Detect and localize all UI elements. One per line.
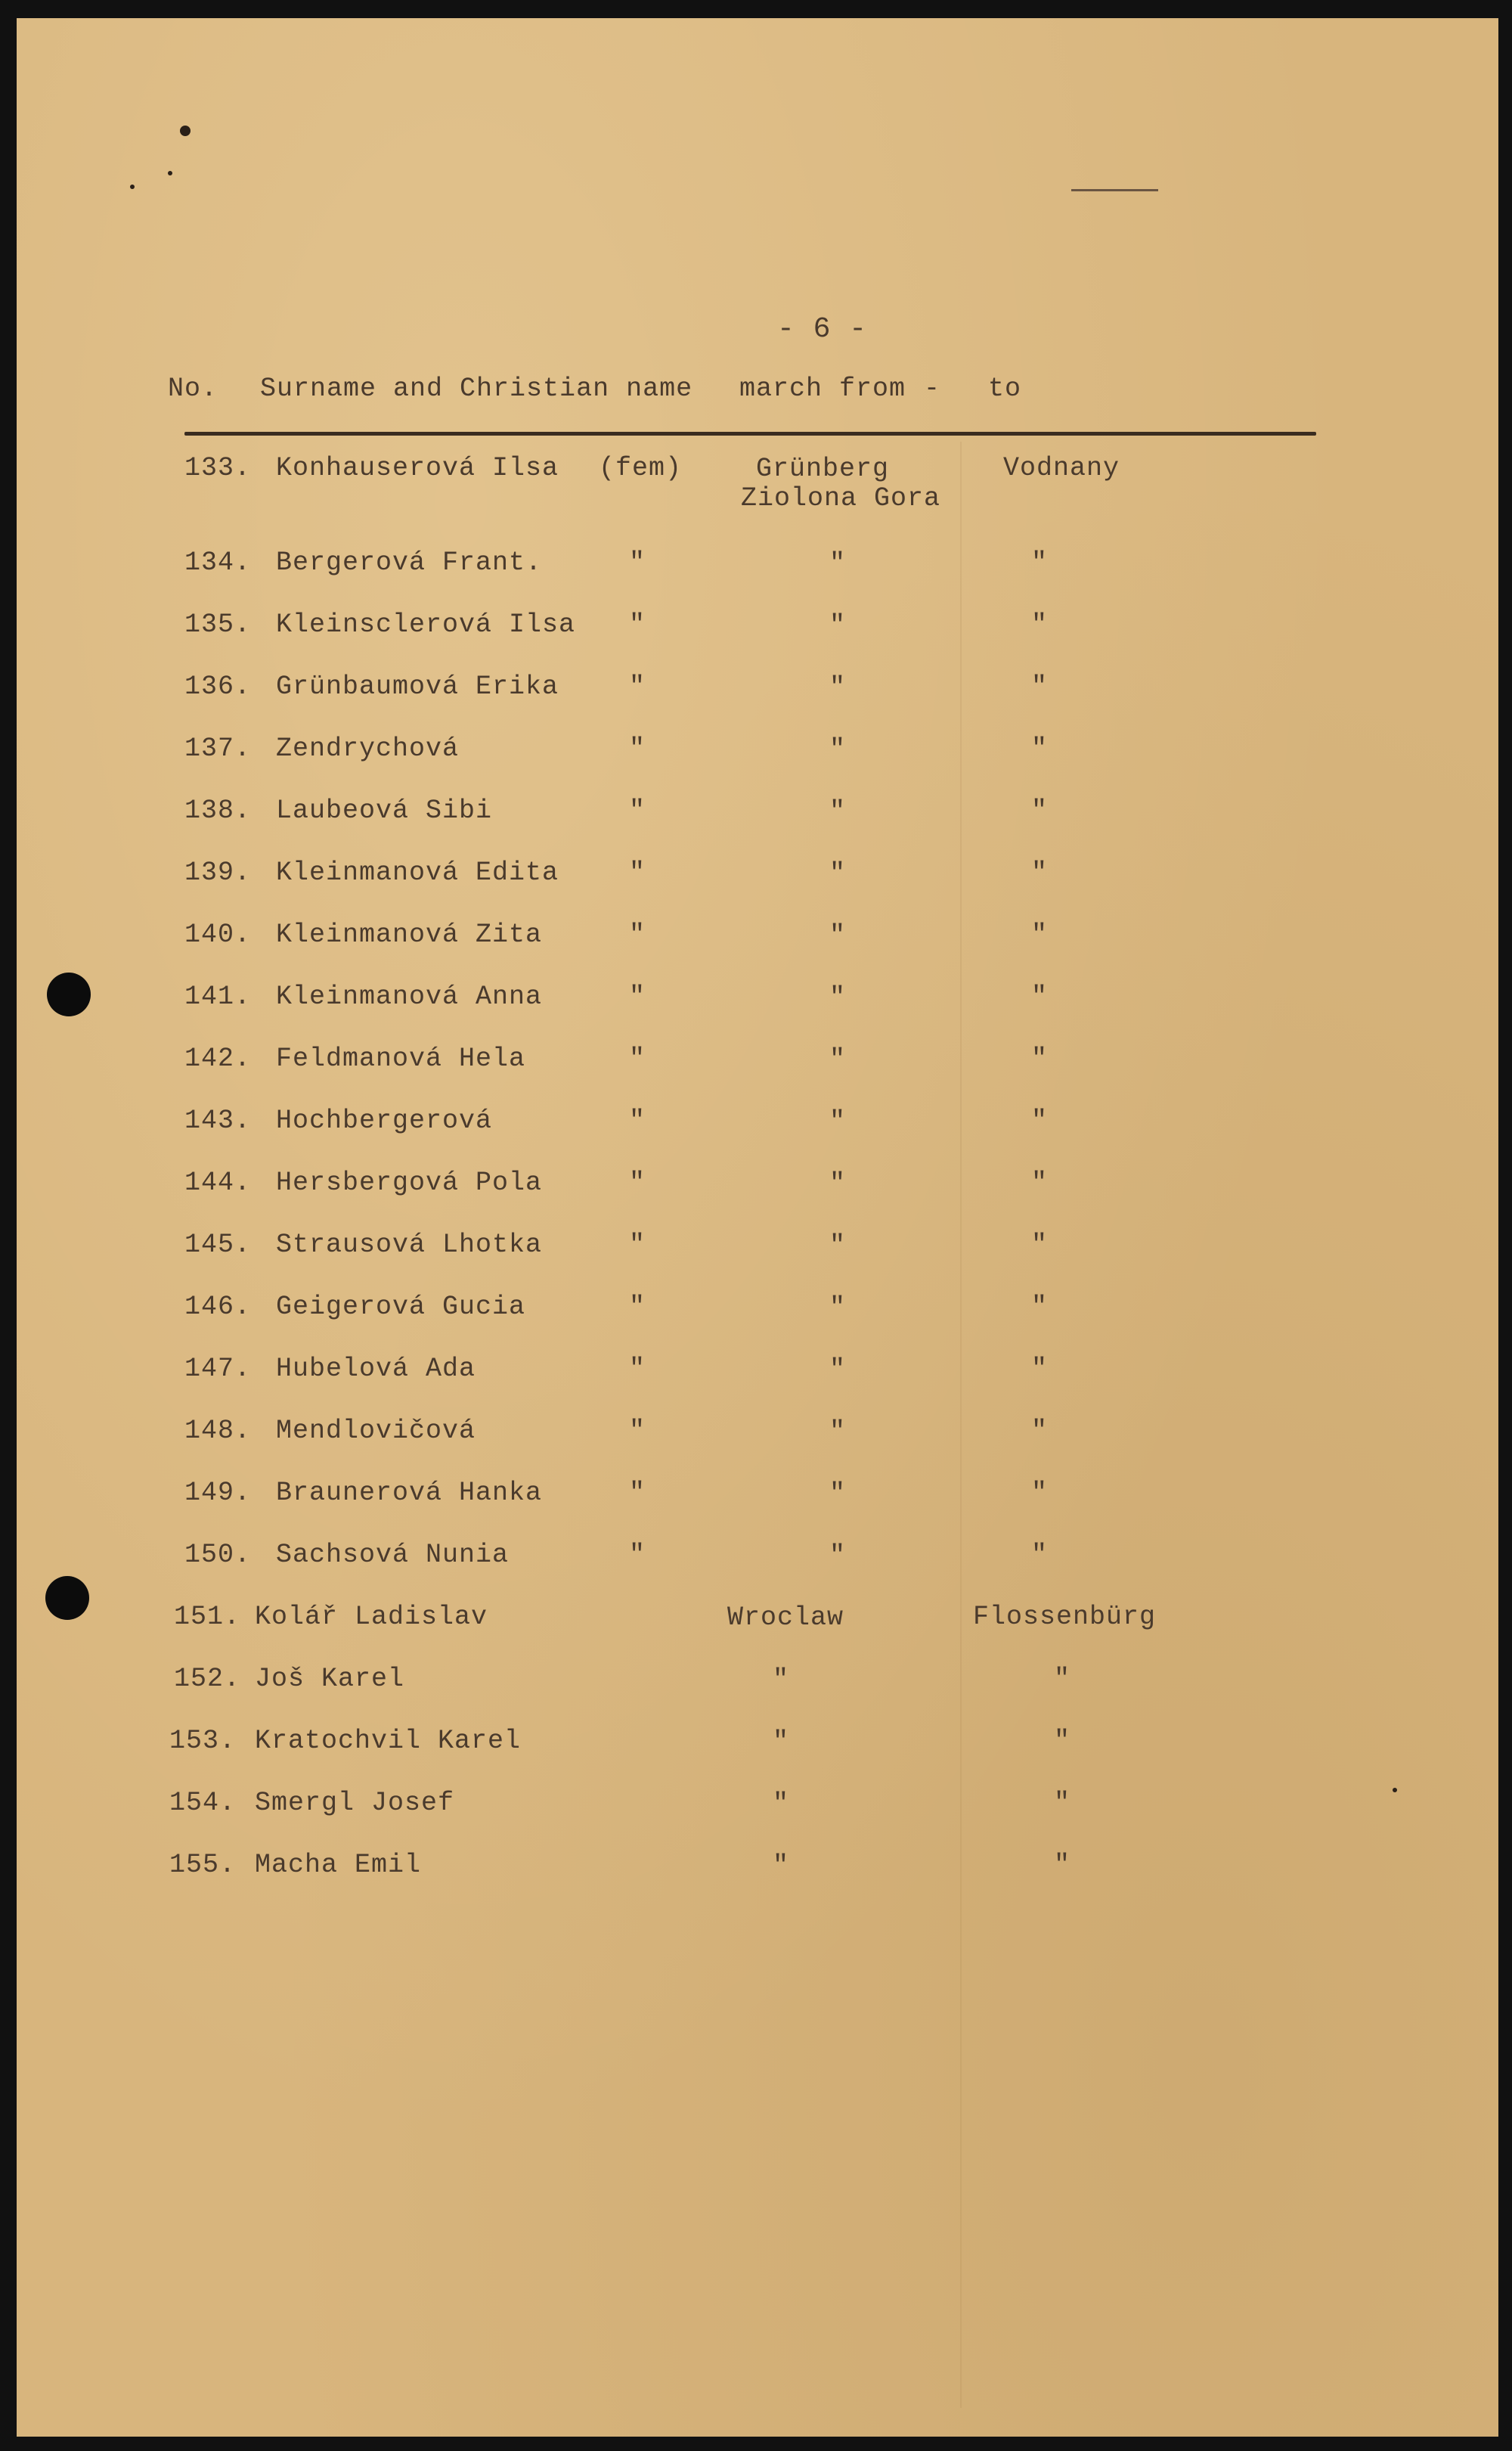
header-rule	[184, 432, 1316, 436]
row-sex: (fem)	[599, 453, 683, 483]
row-to: "	[1031, 1168, 1049, 1198]
table-row	[17, 1602, 1498, 1647]
header-dash: -	[924, 374, 941, 404]
table-row	[17, 920, 1498, 965]
row-to: "	[1031, 672, 1049, 702]
row-march-from: "	[829, 796, 847, 827]
row-sex: "	[629, 672, 646, 702]
table-row	[17, 982, 1498, 1027]
row-number: 145.	[184, 1230, 252, 1260]
row-march-from: "	[829, 548, 847, 579]
row-sex: "	[629, 1416, 646, 1446]
page-number: - 6 -	[777, 313, 868, 346]
table-row	[17, 1168, 1498, 1213]
row-to: "	[1054, 1726, 1071, 1756]
row-sex: "	[629, 734, 646, 764]
row-to: Vodnany	[1003, 453, 1120, 483]
document-page	[17, 18, 1498, 2437]
row-to: "	[1031, 920, 1049, 950]
row-name: Kratochvil Karel	[255, 1726, 522, 1756]
row-sex: "	[629, 858, 646, 888]
table-row	[17, 1230, 1498, 1275]
row-number: 150.	[184, 1540, 252, 1570]
row-to: "	[1031, 858, 1049, 888]
row-march-from: "	[829, 1354, 847, 1385]
row-number: 137.	[184, 734, 252, 764]
row-march-from: "	[773, 1789, 790, 1819]
table-row	[17, 1416, 1498, 1461]
table-row	[17, 672, 1498, 717]
row-sex: "	[629, 796, 646, 826]
row-sex: "	[629, 1168, 646, 1198]
row-march-from: "	[829, 1230, 847, 1261]
row-to: "	[1031, 548, 1049, 578]
row-name: Feldmanová Hela	[276, 1044, 526, 1074]
table-row	[17, 1478, 1498, 1523]
row-name: Strausová Lhotka	[276, 1230, 543, 1260]
row-number: 149.	[184, 1478, 252, 1508]
row-number: 152.	[174, 1664, 241, 1694]
header-name: Surname and Christian name	[260, 374, 693, 404]
row-name: Hubelová Ada	[276, 1354, 476, 1384]
header-to: to	[988, 374, 1022, 404]
row-march-from: "	[773, 1727, 790, 1757]
row-march-from: "	[773, 1851, 790, 1881]
row-name: Sachsová Nunia	[276, 1540, 510, 1570]
row-march-from: "	[829, 1292, 847, 1323]
row-number: 140.	[184, 920, 252, 950]
row-number: 148.	[184, 1416, 252, 1446]
row-name: Kleinmanová Anna	[276, 982, 543, 1012]
row-sex: "	[629, 920, 646, 950]
table-header	[17, 374, 1498, 419]
row-march-from: "	[829, 610, 847, 641]
table-row	[17, 610, 1498, 655]
row-name: Zendrychová	[276, 734, 460, 764]
row-to: "	[1031, 982, 1049, 1012]
row-sex: "	[629, 982, 646, 1012]
row-march-from: "	[829, 1044, 847, 1075]
row-name: Hersbergová Pola	[276, 1168, 543, 1198]
row-name: Smergl Josef	[255, 1788, 455, 1818]
row-number: 136.	[184, 672, 252, 702]
row-name: Kleinmanová Zita	[276, 920, 543, 950]
row-to: "	[1031, 734, 1049, 764]
row-number: 142.	[184, 1044, 252, 1074]
row-march-from-line2: Ziolona Gora	[741, 483, 941, 513]
table-row	[17, 1044, 1498, 1089]
row-to: "	[1054, 1664, 1071, 1694]
row-name: Kolář Ladislav	[255, 1602, 488, 1632]
table-row	[17, 1664, 1498, 1709]
row-to: "	[1031, 1106, 1049, 1136]
row-march-from: Wroclaw	[727, 1602, 844, 1633]
row-to: "	[1031, 1416, 1049, 1446]
table-row	[17, 548, 1498, 593]
ink-speck	[180, 126, 191, 136]
row-number: 134.	[184, 548, 252, 578]
row-to: "	[1031, 1292, 1049, 1322]
row-number: 147.	[184, 1354, 252, 1384]
row-name: Grünbaumová Erika	[276, 672, 559, 702]
row-name: Hochbergerová	[276, 1106, 493, 1136]
row-sex: "	[629, 1540, 646, 1570]
row-number: 135.	[184, 610, 252, 640]
row-to: "	[1031, 796, 1049, 826]
row-to: "	[1031, 1044, 1049, 1074]
row-sex: "	[629, 610, 646, 640]
row-name: Kleinsclerová Ilsa	[276, 610, 576, 640]
row-sex: "	[629, 1044, 646, 1074]
row-to: "	[1031, 1540, 1049, 1570]
row-name: Braunerová Hanka	[276, 1478, 543, 1508]
table-row	[17, 858, 1498, 903]
table-row	[17, 1106, 1498, 1151]
row-sex: "	[629, 1478, 646, 1508]
row-march-from: "	[829, 1540, 847, 1571]
table-row	[17, 1850, 1498, 1895]
row-to: "	[1031, 1478, 1049, 1508]
row-number: 146.	[184, 1292, 252, 1322]
row-name: Mendlovičová	[276, 1416, 476, 1446]
table-row	[17, 734, 1498, 779]
header-no: No.	[168, 374, 218, 404]
row-name: Bergerová Frant.	[276, 548, 543, 578]
row-sex: "	[629, 1292, 646, 1322]
row-number: 151.	[174, 1602, 241, 1632]
table-row	[17, 1292, 1498, 1337]
row-number: 144.	[184, 1168, 252, 1198]
row-to: "	[1054, 1788, 1071, 1818]
row-march-from: Grünberg	[756, 454, 890, 484]
row-number: 143.	[184, 1106, 252, 1136]
ink-speck	[130, 185, 135, 189]
row-to: "	[1054, 1850, 1071, 1880]
row-name: Kleinmanová Edita	[276, 858, 559, 888]
row-sex: "	[629, 548, 646, 578]
row-number: 133.	[184, 453, 252, 483]
row-sex: "	[629, 1354, 646, 1384]
table-row	[17, 1726, 1498, 1771]
row-number: 155.	[169, 1850, 237, 1880]
row-march-from: "	[773, 1665, 790, 1695]
row-march-from: "	[829, 858, 847, 889]
header-march-from: march from	[739, 374, 906, 404]
row-number: 139.	[184, 858, 252, 888]
row-march-from: "	[829, 1168, 847, 1199]
row-to: "	[1031, 1354, 1049, 1384]
row-to: "	[1031, 1230, 1049, 1260]
row-march-from: "	[829, 1106, 847, 1137]
row-to: Flossenbürg	[973, 1602, 1157, 1632]
row-number: 154.	[169, 1788, 237, 1818]
table-row	[17, 796, 1498, 841]
row-name: Još Karel	[255, 1664, 405, 1694]
row-march-from: "	[829, 734, 847, 765]
row-to: "	[1031, 610, 1049, 640]
ink-speck	[168, 171, 172, 175]
table-row	[17, 453, 1498, 513]
table-row	[17, 1788, 1498, 1833]
row-sex: "	[629, 1230, 646, 1260]
row-number: 153.	[169, 1726, 237, 1756]
row-sex: "	[629, 1106, 646, 1136]
table-row	[17, 1540, 1498, 1585]
row-name: Geigerová Gucia	[276, 1292, 526, 1322]
table-row	[17, 1354, 1498, 1399]
row-name: Laubeová Sibi	[276, 796, 493, 826]
row-march-from: "	[829, 982, 847, 1013]
row-number: 138.	[184, 796, 252, 826]
row-march-from: "	[829, 1416, 847, 1447]
row-number: 141.	[184, 982, 252, 1012]
row-name: Konhauserová Ilsa	[276, 453, 559, 483]
pencil-mark	[1071, 189, 1158, 191]
row-march-from: "	[829, 920, 847, 951]
row-march-from: "	[829, 672, 847, 703]
row-name: Macha Emil	[255, 1850, 422, 1880]
row-march-from: "	[829, 1478, 847, 1509]
